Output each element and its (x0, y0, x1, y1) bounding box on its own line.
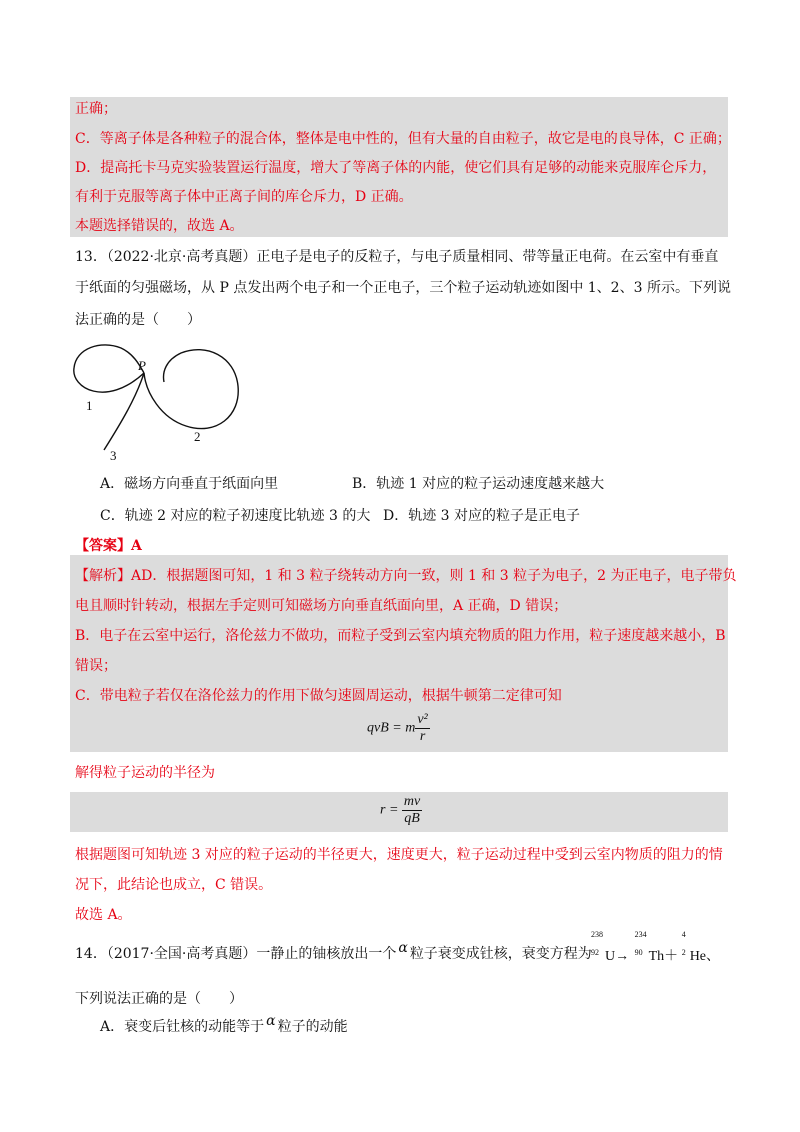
decay-equation (591, 930, 720, 964)
q13-option-c: C．轨迹 2 对应的粒子初速度比轨迹 3 的大 (100, 508, 371, 524)
label-2: 2 (194, 429, 201, 444)
block1-line3: D．提高托卡马克实验装置运行温度，增大了等离子体的内能，使它们具有足够的动能来克服库仑斥力， (75, 160, 717, 176)
th-atomic: 90 (634, 948, 643, 957)
answer13-analysis-7: 根据题图可知轨迹 3 对应的粒子运动的半径更大，速度更大，粒子运动过程中受到云室内物质的阻力的情 (75, 847, 723, 863)
q13-line1: 13．（2022·北京·高考真题）正电子是电子的反粒子，与电子质量相同、带等量正电荷。在云室中有垂直 (75, 249, 719, 265)
label-3: 3 (110, 448, 117, 463)
track-2 (144, 350, 238, 429)
eq2-fraction (402, 794, 422, 827)
q14-option-a-part2: 粒子的动能 (277, 1019, 348, 1035)
particle-tracks-figure (66, 338, 266, 463)
track-3 (104, 373, 144, 450)
q13-option-b: B．轨迹 1 对应的粒子运动速度越来越大 (352, 476, 605, 492)
q14-line1b: 粒子衰变成钍核，衰变方程为 (409, 946, 592, 962)
eq1-numerator: v² (417, 712, 428, 727)
th-symbol: Th＋ (648, 949, 679, 964)
q13-option-a: A．磁场方向垂直于纸面向里 (100, 476, 279, 492)
answer13-analysis-4: 错误； (75, 658, 117, 674)
answer13-analysis-1: 【解析】AD．根据题图可知，1 和 3 粒子绕转动方向一致，则 1 和 3 粒子为电子，2 为正电子，电子带负 (75, 568, 737, 584)
equation-radius (380, 794, 422, 827)
answer13-analysis-6: 解得粒子运动的半径为 (75, 765, 215, 781)
he-symbol: He、 (689, 949, 721, 964)
q14-line1 (75, 940, 592, 963)
eq1-fraction (415, 712, 429, 745)
q13-line2: 于纸面的匀强磁场，从 P 点发出两个电子和一个正电子，三个粒子运动轨迹如图中 1、2、3 所示。下列说 (75, 280, 731, 296)
answer13-analysis-3: B．电子在云室中运行，洛伦兹力不做功，而粒子受到云室内填充物质的阻力作用，粒子速度越来越小，B (75, 628, 726, 644)
block1-line1: 正确； (75, 101, 117, 117)
u-symbol: U→ (605, 949, 630, 964)
eq1-denominator: r (419, 729, 426, 744)
q14-line1a: 14．（2017·全国·高考真题）一静止的铀核放出一个 (75, 946, 397, 962)
q14-line2: 下列说法正确的是（ ） (75, 991, 243, 1007)
u-atomic: 92 (591, 948, 599, 957)
answer13-answer: 【答案】A (75, 538, 142, 554)
label-1: 1 (86, 398, 93, 413)
q13-line3: 法正确的是（ ） (75, 312, 201, 328)
eq1-left: qvB = m (367, 720, 416, 736)
answer13-conclusion: 故选 A。 (75, 907, 132, 923)
q14-option-a-alpha: α (266, 1013, 276, 1029)
eq2-numerator: mv (403, 794, 421, 809)
answer13-analysis-8: 况下，此结论也成立，C 错误。 (75, 877, 273, 893)
equation-qvb (367, 712, 430, 745)
q14-alpha: α (398, 940, 408, 956)
block1-line2: C．等离子体是各种粒子的混合体，整体是电中性的，但有大量的自由粒子，故它是电的良导体，C 正确； (75, 131, 731, 147)
track-1 (74, 345, 144, 392)
u-mass: 238 (591, 930, 603, 939)
q13-option-d: D．轨迹 3 对应的粒子是正电子 (383, 508, 581, 524)
th-mass: 234 (634, 930, 647, 939)
label-p: P (138, 358, 146, 373)
he-atomic: 2 (681, 948, 686, 957)
answer13-analysis-5: C．带电粒子若仅在洛伦兹力的作用下做匀速圆周运动，根据牛顿第二定律可知 (75, 688, 562, 704)
eq2-left: r = (380, 802, 402, 818)
eq2-denominator: qB (404, 811, 420, 826)
q14-option-a (100, 1013, 348, 1036)
block1-line4: 有利于克服等离子体中正离子间的库仑斥力，D 正确。 (75, 189, 413, 205)
answer13-analysis-2: 电且顺时针转动，根据左手定则可知磁场方向垂直纸面向里，A 正确，D 错误； (75, 598, 568, 614)
q14-option-a-part1: A．衰变后钍核的动能等于 (100, 1019, 265, 1035)
block1-line5: 本题选择错误的，故选 A。 (75, 218, 244, 234)
he-mass: 4 (681, 930, 686, 939)
